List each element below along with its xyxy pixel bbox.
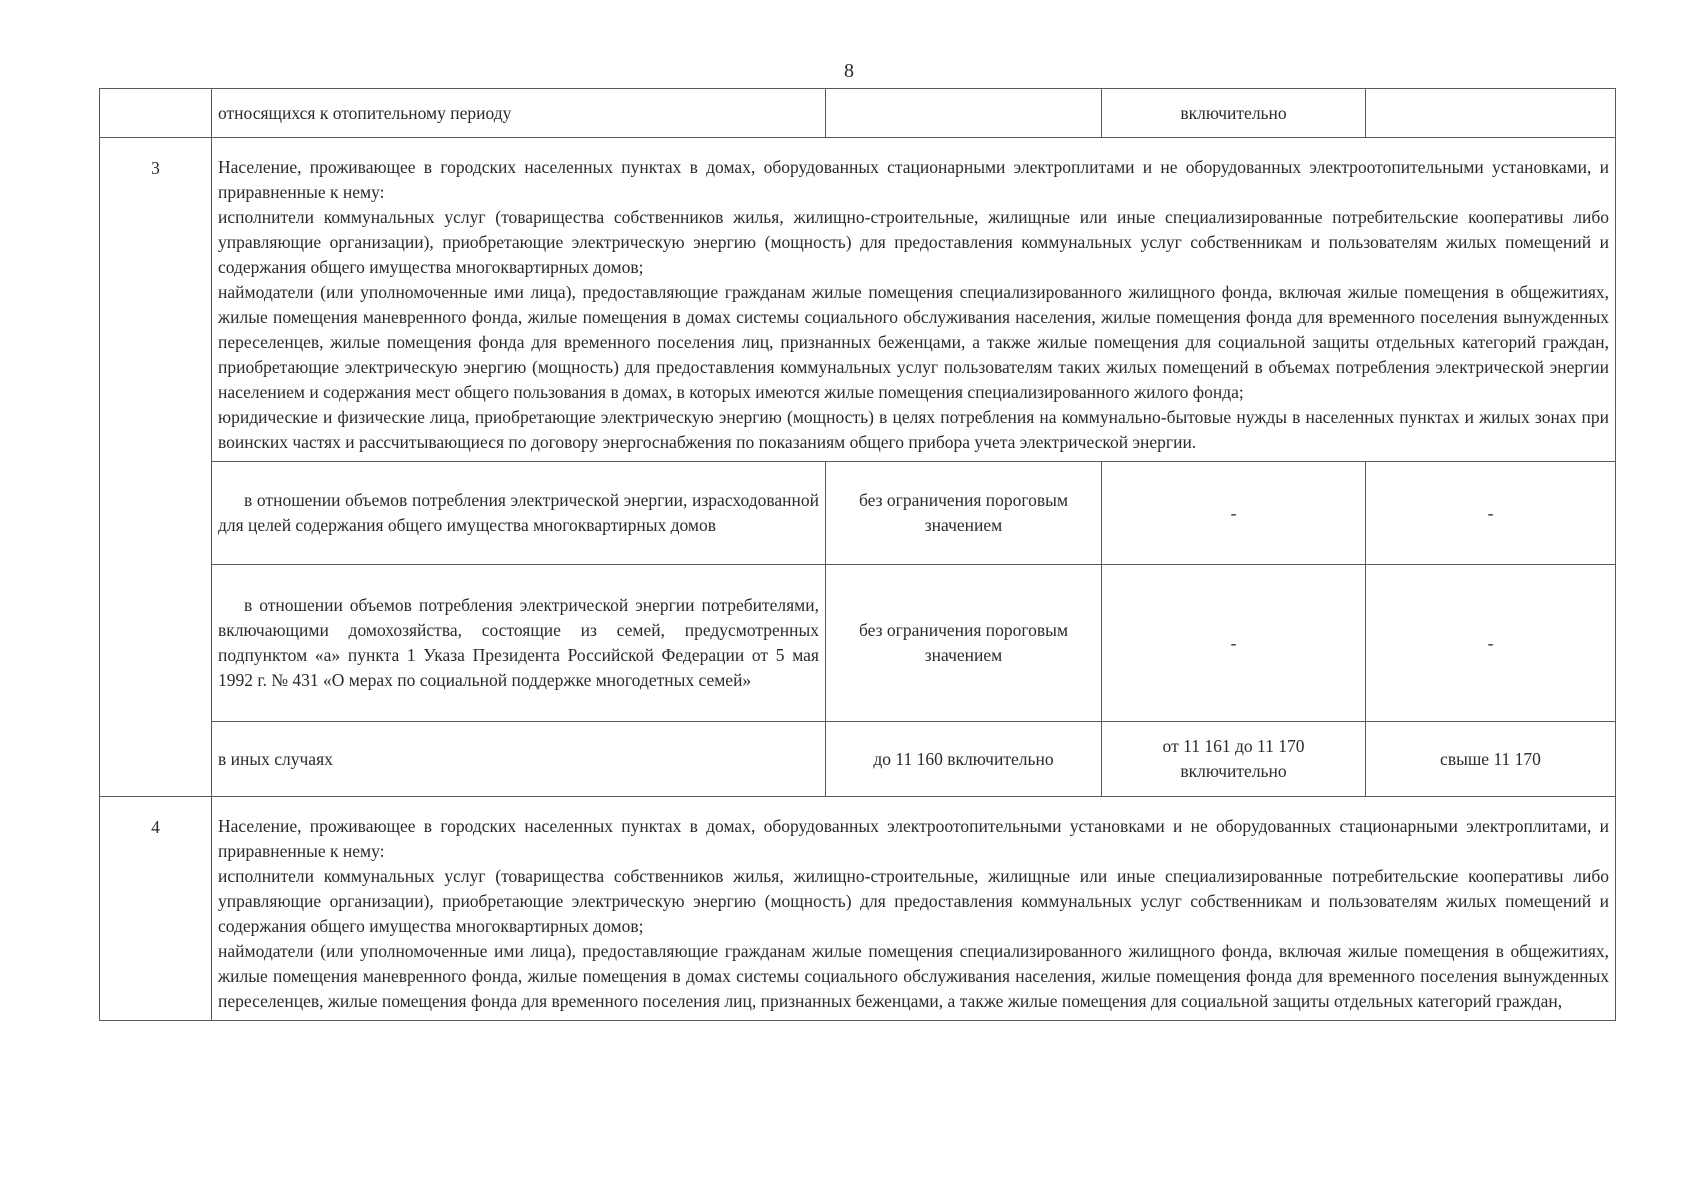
section-3-row-large-families <box>100 565 1616 722</box>
section-3-paragraph: юридические и физические лица, приобретающие электрическую энергию (мощность) в целях потребления на коммунально-бытовые нужды в населенных пунктах и жилых зонах при воинских частях и рассчитывающиеся по договору энергоснабжения по показаниям общего прибора учета электрической энергии. <box>218 407 1609 452</box>
row-condition-text <box>212 565 826 722</box>
section-3-header-row <box>100 138 1616 462</box>
row-condition-label: в отношении объемов потребления электрической энергии, израсходованной для целей содержания общего имущества многоквартирных домов <box>218 490 819 535</box>
continuation-col-c: включительно <box>1102 89 1366 138</box>
row-threshold-low: без ограничения пороговым значением <box>826 462 1102 565</box>
row-threshold-high: - <box>1366 462 1616 565</box>
section-4-header-row <box>100 797 1616 1021</box>
continuation-col-b <box>826 89 1102 138</box>
tariff-table <box>99 88 1616 1021</box>
section-3-row-other-cases <box>100 722 1616 797</box>
page-number: 8 <box>844 60 854 82</box>
continuation-col-d <box>1366 89 1616 138</box>
row-threshold-mid: - <box>1102 565 1366 722</box>
section-4-paragraph: исполнители коммунальных услуг (товарищества собственников жилья, жилищно-строительные, жилищные или иные специализированные потребительские кооперативы либо управляющие организации), приобретающие электрическую энергию (мощность) для предоставления коммунальных услуг собственникам и пользователям жилых помещений и содержания общего имущества многоквартирных домов; <box>218 866 1609 936</box>
row-threshold-low: без ограничения пороговым значением <box>826 565 1102 722</box>
row-threshold-mid: от 11 161 до 11 170 включительно <box>1102 722 1366 797</box>
row-condition-text: в иных случаях <box>212 722 826 797</box>
section-3-number: 3 <box>100 138 212 797</box>
section-3-paragraph: наймодатели (или уполномоченные ими лица), предоставляющие гражданам жилые помещения специализированного жилищного фонда, включая жилые помещения в общежитиях, жилые помещения маневренного фонда, жилые помещения в домах системы социального обслуживания населения, жилые помещения фонда для временного поселения вынужденных переселенцев, жилые помещения фонда для временного поселения лиц, признанных беженцами, а также жилые помещения для социальной защиты отдельных категорий граждан, приобретающие электрическую энергию (мощность) для предоставления коммунальных услуг пользователям таких жилых помещений в объемах потребления электрической энергии населением и содержания мест общего пользования в домах, в которых имеются жилые помещения специализированного жилого фонда; <box>218 282 1609 402</box>
row-threshold-high: свыше 11 170 <box>1366 722 1616 797</box>
section-4-paragraph: наймодатели (или уполномоченные ими лица), предоставляющие гражданам жилые помещения специализированного жилищного фонда, включая жилые помещения в общежитиях, жилые помещения маневренного фонда, жилые помещения в домах системы социального обслуживания населения, жилые помещения фонда для временного поселения вынужденных переселенцев, жилые помещения фонда для временного поселения лиц, признанных беженцами, а также жилые помещения для социальной защиты отдельных категорий граждан, <box>218 941 1609 1011</box>
row-threshold-low: до 11 160 включительно <box>826 722 1102 797</box>
section-4-number: 4 <box>100 797 212 1021</box>
row-condition-label: в отношении объемов потребления электрической энергии потребителями, включающими домохозяйства, состоящие из семей, предусмотренных подпунктом «а» пункта 1 Указа Президента Российской Федерации от 5 мая 1992 г. № 431 «О мерах по социальной поддержке многодетных семей» <box>218 595 819 690</box>
table-row-continuation <box>100 89 1616 138</box>
row-threshold-mid: - <box>1102 462 1366 565</box>
section-4-paragraph: Население, проживающее в городских населенных пунктах в домах, оборудованных электроотопительными установками и не оборудованных стационарными электроплитами, и приравненные к нему: <box>218 816 1609 861</box>
row-threshold-high: - <box>1366 565 1616 722</box>
section-3-row-common-property <box>100 462 1616 565</box>
section-3-paragraph: исполнители коммунальных услуг (товарищества собственников жилья, жилищно-строительные, жилищные или иные специализированные потребительские кооперативы либо управляющие организации), приобретающие электрическую энергию (мощность) для предоставления коммунальных услуг собственникам и пользователям жилых помещений и содержания общего имущества многоквартирных домов; <box>218 207 1609 277</box>
continuation-text: относящихся к отопительному периоду <box>212 89 826 138</box>
number-cell-empty <box>100 89 212 138</box>
row-condition-text <box>212 462 826 565</box>
section-4-description <box>212 797 1616 1021</box>
section-3-paragraph: Население, проживающее в городских населенных пунктах в домах, оборудованных стационарными электроплитами и не оборудованных электроотопительными установками, и приравненные к нему: <box>218 157 1609 202</box>
section-3-description <box>212 138 1616 462</box>
